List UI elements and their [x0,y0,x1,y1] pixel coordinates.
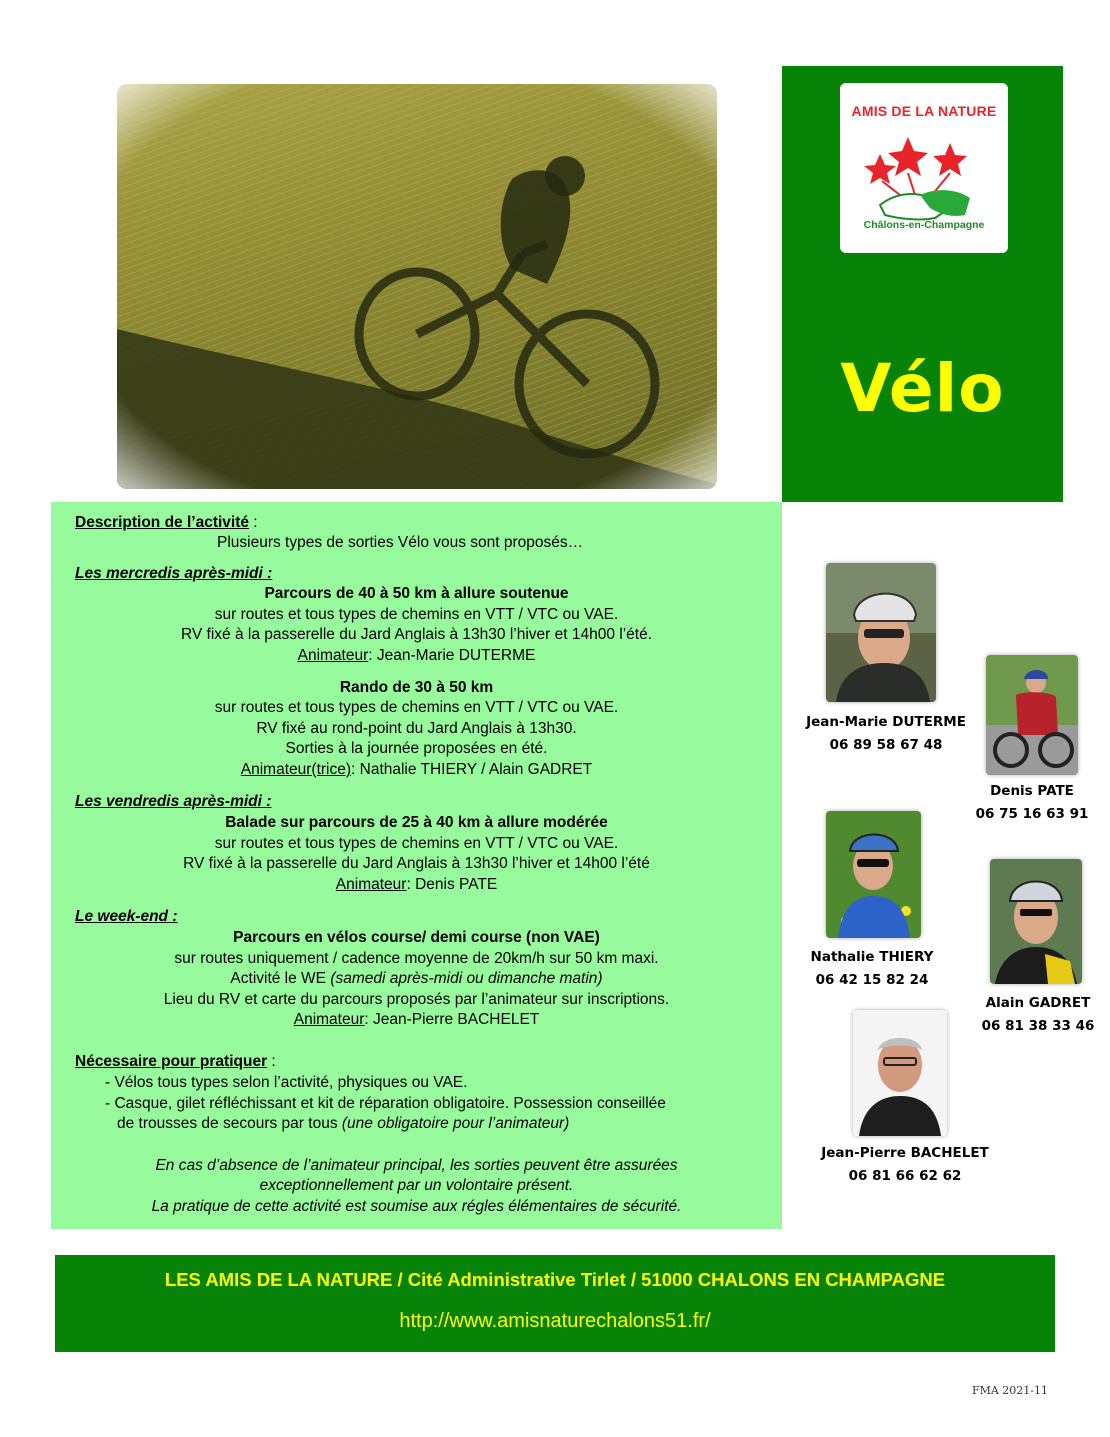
animator-name: Nathalie THIERY [810,949,934,965]
note-line: En cas d’absence de l’animateur principal, les sorties peuvent être assurées [155,1157,678,1174]
description-heading: Description de l’activité : [75,514,258,531]
activity-line: RV fixé au rond-point du Jard Anglais à 13h30. [256,720,577,737]
activity-line: Activité le WE (samedi après-midi ou dimanche matin) [230,970,603,987]
note-line: La pratique de cette activité est soumise aux régles élémentaires de sécurité. [151,1198,682,1215]
logo-title: AMIS DE LA NATURE [851,103,997,119]
activity-title: Parcours en vélos course/ demi course (non VAE) [233,929,600,946]
cyclist-shadow-photo [117,84,717,489]
requirement-item: - Casque, gilet réfléchissant et kit de réparation obligatoire. Possession conseillée [105,1095,666,1112]
activity-line: sur routes et tous types de chemins en VTT / VTC ou VAE. [214,606,619,623]
activity-line: sur routes et tous types de chemins en VTT / VTC ou VAE. [214,699,619,716]
animator-phone: 06 81 38 33 46 [981,1018,1095,1034]
animator-phone: 06 42 15 82 24 [815,972,929,988]
activity-animator: Animateur: Jean-Pierre BACHELET [293,1011,540,1028]
activity-title: Rando de 30 à 50 km [339,679,494,696]
activity-animator: Animateur(trice): Nathalie THIERY / Alain GADRET [240,761,593,778]
animator-phone: 06 89 58 67 48 [829,737,943,753]
activity-description [51,502,782,1229]
animator-name: Alain GADRET [985,995,1091,1011]
activity-animator: Animateur: Denis PATE [335,876,498,893]
description-intro: Plusieurs types de sorties Vélo vous sont proposés… [217,534,584,551]
activity-title: Parcours de 40 à 50 km à allure soutenue [264,585,569,602]
page-title: Vélo [840,350,1005,427]
animator-photo-denis [986,655,1078,775]
note-line: exceptionnellement par un volontaire présent. [259,1177,574,1194]
activity-line: sur routes et tous types de chemins en VTT / VTC ou VAE. [214,835,619,852]
activity-title: Balade sur parcours de 25 à 40 km à allure modérée [225,814,608,831]
activity-line: Sorties à la journée proposées en été. [285,740,548,757]
animator-name: Jean-Marie DUTERME [806,714,966,730]
animator-photo-jean-pierre [853,1010,947,1136]
footer-banner [55,1255,1055,1352]
requirement-item-continued: de trousses de secours par tous (une obligatoire pour l’animateur) [117,1115,570,1132]
animator-photo-jean-marie [826,563,936,702]
section-heading-weekend: Le week-end : [75,908,178,925]
animator-photo-alain [990,859,1082,984]
animator-photo-nathalie [826,811,921,938]
activity-animator: Animateur: Jean-Marie DUTERME [297,647,536,664]
activity-line: RV fixé à la passerelle du Jard Anglais à 13h30 l’hiver et 14h00 l’été [183,855,650,872]
requirement-item: - Vélos tous types selon l’activité, physiques ou VAE. [105,1074,468,1091]
activity-line: sur routes uniquement / cadence moyenne de 20km/h sur 50 km maxi. [174,950,659,967]
logo-subtitle: Châlons-en-Champagne [863,219,985,231]
animator-phone: 06 81 66 62 62 [848,1168,962,1184]
association-logo [840,83,1008,253]
website-link[interactable]: http://www.amisnaturechalons51.fr/ [399,1310,711,1332]
animator-name: Denis PATE [990,783,1074,799]
activity-line: RV fixé à la passerelle du Jard Anglais à 13h30 l’hiver et 14h00 l’été. [180,626,653,643]
animator-phone: 06 75 16 63 91 [975,806,1089,822]
requirements-heading: Nécessaire pour pratiquer : [75,1053,276,1070]
section-heading-wednesday: Les mercredis après-midi : [75,565,273,582]
activity-line: Lieu du RV et carte du parcours proposés par l’animateur sur inscriptions. [163,991,670,1008]
document-reference: FMA 2021-11 [971,1384,1048,1397]
footer-address: LES AMIS DE LA NATURE / Cité Administrative Tirlet / 51000 CHALONS EN CHAMPAGNE [164,1269,946,1290]
section-heading-friday: Les vendredis après-midi : [75,793,272,810]
title-panel [782,66,1063,502]
animator-name: Jean-Pierre BACHELET [821,1145,989,1161]
